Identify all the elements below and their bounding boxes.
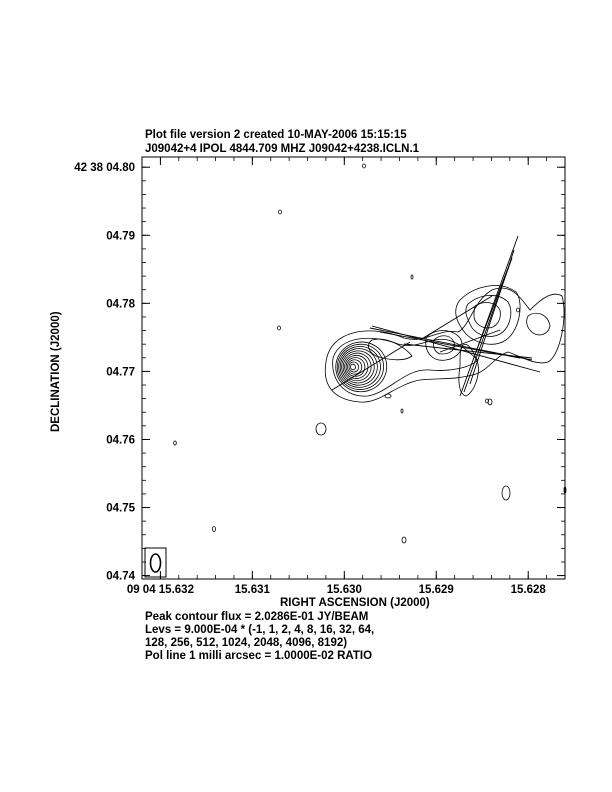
noise-contour — [316, 423, 326, 435]
pol-vector — [404, 344, 532, 358]
y-tick-label: 04.76 — [106, 434, 135, 447]
noise-contour — [411, 275, 413, 279]
noise-contour — [174, 441, 177, 445]
beam-ellipse — [151, 554, 161, 572]
y-axis-label: DECLINATION (J2000) — [50, 311, 62, 432]
core-contour — [330, 336, 392, 397]
core-contour — [348, 361, 360, 373]
noise-contour — [363, 164, 366, 168]
pol-vector — [460, 236, 518, 396]
pol-vector — [476, 268, 508, 352]
y-tick-label: 42 38 04.80 — [74, 162, 135, 175]
y-tick-label: 04.78 — [106, 298, 135, 311]
y-tick-label: 04.75 — [106, 502, 135, 515]
core-contour — [350, 364, 356, 371]
jet-contour — [527, 313, 550, 335]
noise-contour — [502, 486, 510, 500]
noise-contour — [278, 326, 281, 330]
y-tick-label: 04.74 — [106, 570, 135, 583]
x-tick-label: 09 04 15.632 — [126, 584, 194, 596]
peak-flux-text: Peak contour flux = 2.0286E-01 JY/BEAM — [145, 611, 369, 623]
noise-contour — [385, 394, 391, 398]
pol-vector — [372, 326, 540, 372]
plot-frame — [142, 157, 565, 579]
x-tick-label: 15.629 — [418, 584, 454, 596]
levels-text-1: Levs = 9.000E-04 * (-1, 1, 2, 4, 8, 16, 32, 64, — [145, 624, 375, 636]
y-tick-label: 04.77 — [106, 366, 135, 379]
y-tick-label: 04.79 — [106, 230, 135, 243]
x-tick-label: 15.628 — [510, 584, 546, 596]
x-tick-label: 15.630 — [326, 584, 362, 596]
noise-contour — [517, 308, 520, 312]
plot-header-line1: Plot file version 2 created 10-MAY-2006 15:15:15 — [145, 129, 407, 141]
jet-contour — [466, 295, 511, 336]
jet-contour — [474, 303, 500, 328]
noise-contour — [279, 210, 282, 214]
plot-header-line2: J09042+4 IPOL 4844.709 MHZ J09042+4238.ICLN.1 — [145, 143, 420, 155]
pol-line-text: Pol line 1 milli arcsec = 1.0000E-02 RATIO — [145, 650, 373, 662]
noise-contour — [402, 537, 406, 543]
noise-contour — [401, 409, 403, 413]
x-tick-label: 15.631 — [234, 584, 270, 596]
noise-contour — [213, 527, 216, 532]
levels-text-2: 128, 256, 512, 1024, 2048, 4096, 8192) — [145, 637, 348, 649]
pol-vector — [420, 296, 492, 340]
x-axis-label: RIGHT ASCENSION (J2000) — [280, 597, 430, 609]
